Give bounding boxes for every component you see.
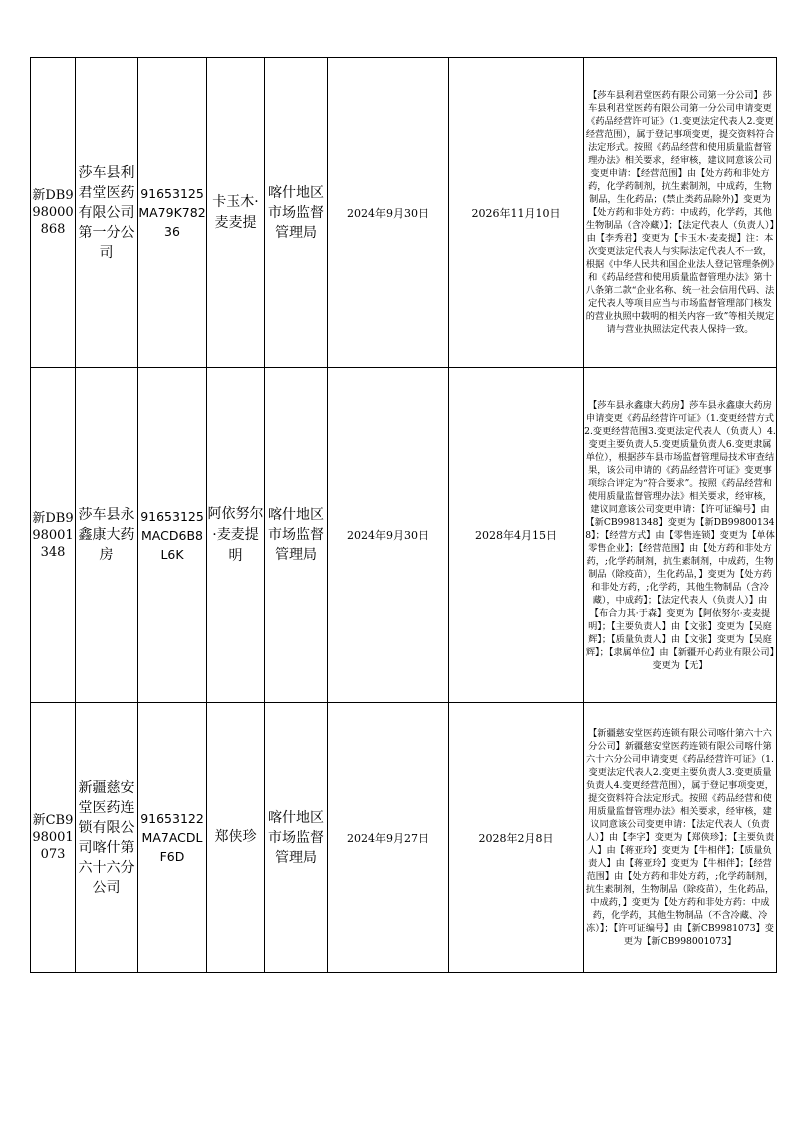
change-date-cell: 2024年9月30日: [328, 368, 449, 703]
company-name-cell: 新疆慈安堂医药连锁有限公司喀什第六十六分公司: [76, 703, 138, 973]
license-number-cell: 新DB998001348: [31, 368, 76, 703]
change-date-cell: 2024年9月30日: [328, 58, 449, 368]
license-number-cell: 新CB998001073: [31, 703, 76, 973]
table-row: [31, 368, 777, 703]
company-name-cell: 莎车县利君堂医药有限公司第一分公司: [76, 58, 138, 368]
company-name-cell: 莎车县永鑫康大药房: [76, 368, 138, 703]
credit-code-cell: 91653125MA79K78236: [138, 58, 207, 368]
change-content-cell: 【莎车县利君堂医药有限公司第一分公司】莎车县利君堂医药有限公司第一分公司申请变更《药品经营许可证》（1.变更法定代表人2.变更经营范围），属于登记事项变更，提交资料符合法定形式。按照《药品经营和使用质量监督管理办法》相关要求，经审核，建议同意该公司变更申请：【经营范围】由【处方药和非处方药，化学药制剂，抗生素制剂，中成药，生物制品，生化药品；(禁止类药品除外)】变更为【处方药和非处方药：中成药，化学药，其他生物制品（含冷藏）】；【法定代表人（负责人）】由【李秀君】变更为【卡玉木·麦麦提】注：本次变更法定代表人与实际法定代表人不一致，根据《中华人民共和国企业法人登记管理条例》和《药品经营和使用质量监督管理办法》第十八条第二款“企业名称、统一社会信用代码、法定代表人等项目应当与市场监督管理部门核发的营业执照中载明的相关内容一致”等相关规定请与营业执照法定代表人保持一致。: [584, 58, 777, 368]
change-date-cell: 2024年9月27日: [328, 703, 449, 973]
valid-until-cell: 2028年4月15日: [449, 368, 584, 703]
change-content-cell: 【莎车县永鑫康大药房】莎车县永鑫康大药房申请变更《药品经营许可证》（1.变更经营方式2.变更经营范围3.变更法定代表人（负责人）4.变更主要负责人5.变更质量负责人6.变更隶属单位），根据莎车县市场监督管理局技术审查结果，该公司申请的《药品经营许可证》变更事项综合评定为“符合要求”。按照《药品经营和使用质量监督管理办法》相关要求，经审核，建议同意该公司变更申请：【许可证编号】由【新CB9981348】变更为【新DB998001348】；【经营方式】由【零售连锁】变更为【单体零售企业】；【经营范围】由【处方药和非处方药，;化学药制剂，抗生素制剂，中成药，生物制品（除疫苗），生化药品，】变更为【处方药和非处方药，;化学药，其他生物制品（含冷藏），中成药】；【法定代表人（负责人）】由【布合力其·于森】变更为【阿依努尔·麦麦提明】；【主要负责人】由【文张】变更为【吴庭辉】；【质量负责人】由【文张】变更为【吴庭辉】；【隶属单位】由【新疆开心药业有限公司】变更为【无】: [584, 368, 777, 703]
license-change-table: [30, 57, 777, 973]
legal-representative-cell: 卡玉木·麦麦提: [207, 58, 265, 368]
authority-cell: 喀什地区市场监督管理局: [265, 703, 328, 973]
change-content-cell: 【新疆慈安堂医药连锁有限公司喀什第六十六分公司】新疆慈安堂医药连锁有限公司喀什第六十六分公司申请变更《药品经营许可证》（1.变更法定代表人2.变更主要负责人3.变更质量负责人4.变更经营范围），属于登记事项变更，提交资料符合法定形式。按照《药品经营和使用质量监督管理办法》相关要求，经审核，建议同意该公司变更申请：【法定代表人（负责人）】由【李字】变更为【郑侠珍】；【主要负责人】由【蒋亚玲】变更为【牛相伴】；【质量负责人】由【蒋亚玲】变更为【牛相伴】；【经营范围】由【处方药和非处方药，;化学药制剂，抗生素制剂，生物制品（除疫苗），生化药品，中成药，】变更为【处方药和非处方药：中成药，化学药，其他生物制品（不含冷藏、冷冻）】；【许可证编号】由【新CB9981073】变更为【新CB998001073】: [584, 703, 777, 973]
legal-representative-cell: 郑侠珍: [207, 703, 265, 973]
legal-representative-cell: 阿依努尔·麦麦提明: [207, 368, 265, 703]
table-row: [31, 703, 777, 973]
valid-until-cell: 2026年11月10日: [449, 58, 584, 368]
credit-code-cell: 91653122MA7ACDLF6D: [138, 703, 207, 973]
valid-until-cell: 2028年2月8日: [449, 703, 584, 973]
authority-cell: 喀什地区市场监督管理局: [265, 368, 328, 703]
credit-code-cell: 91653125MACD6B8L6K: [138, 368, 207, 703]
table-row: [31, 58, 777, 368]
authority-cell: 喀什地区市场监督管理局: [265, 58, 328, 368]
license-number-cell: 新DB998000868: [31, 58, 76, 368]
